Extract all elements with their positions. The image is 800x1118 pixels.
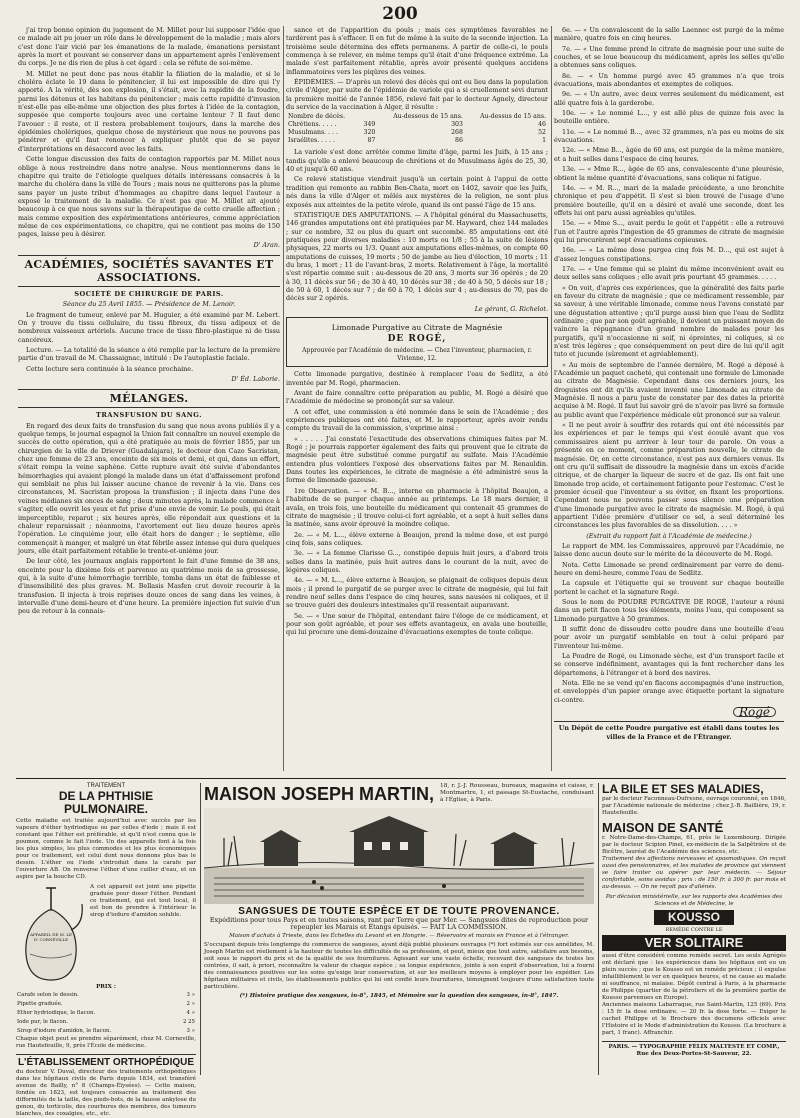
paragraph: 6e. — « Un convalescent de la salle Laennec est purgé de la même manière, quatre fois en cinq heures.: [554, 26, 784, 43]
paragraph: M. Millet ne peut donc pas nous établir la filiation de la maladie, et si le choléra éclate le 19 dans le pénitencier, il lui est impossible de dire qui l'y apporté. A la vérité, dès son explosion, il s'était, avec la rapidité de la foudre, parmi les détenus et les habitans du pénitencier ; mais cette rapidité d'invasion n'est-elle pas elle-même une objection des plus fortes à l'idée de la contagion, supposée que comporte toujours avec une certaine lenteur ? Il faut donc l'avouer : il reste, et il restera probablement toujours, dans la marche des épidémies cholériques, quelque chose de mystérieux que nous ne pouvons pas pénétrer et qu'il faut renoncer à expliquer plutôt que de se payer d'interprétations en désaccord avec les faits.: [18, 69, 280, 153]
paragraph: Le fragment de tumeur, enlevé par M. Huguier, a été examiné par M. Lebert. On y trouve du tissu cellulaire, du tissu fibreux, du tissu adipeux et de nombreux vaisseaux artériels. Aucune trace de tissu fibro-plastique ni de tissu cancéreux.: [18, 310, 280, 344]
advertisements-band: [16, 778, 786, 1117]
table-cell: 349: [363, 121, 376, 129]
paragraph: « Au mois de septembre de l'année dernière, M. Rogé a déposé à l'Académie un paquet cacheté, qui contenait une formule de Limonade au citrate de Magnésie. Cependant dans ces derniers jours, les droguistes ont dit qu'ils avaient inventé une Limonade au citrate de Magnésie. Il nous a paru juste de constater par des dates la priorité acquise à M. Rogé. Il faut lui savoir gré de n'avoir pas livré sa formule au public avant que l'expérience médicale eût prononcé sur sa valeur.: [554, 360, 784, 419]
ad-divider: [200, 783, 201, 1075]
price-row: [16, 991, 196, 1000]
ad-phthisie-kicker: TRAITEMENT: [86, 783, 126, 789]
ad-ortho-text: du docteur V. Duval, directeur des traitements orthopédiques dans les hôpitaux civils de Paris depuis 1834, est transféré avenue de Bailly, n° 8 (Champs-Élysées). — Cette maison, fondée en 1823, est toujours consacrée au traitement des difformités de la taille, des pieds-bots, de la fausse ankylose du genou, du torticolis, des courbures des membres, des tumeurs blanches, des coxalgies, etc., etc.: [16, 1069, 196, 1117]
table-row: [286, 137, 548, 145]
apparatus-label: APPAREIL DE M. LE D' CORNEVILLE: [30, 932, 72, 942]
ad-sante-text: r. Notre-Dame-des-Champs, 61, près le Luxembourg. Dirigée par le docteur Scipion Pinel, ex-médecin de la Salpêtrière et de Bicêtre, lauréat de l'Académie des sciences, etc.: [602, 835, 786, 855]
price-table: [16, 991, 196, 1036]
table-header-row: [286, 113, 548, 121]
ad-martin-address: 18, r. J.-J. Rousseau, bureaux, magasins et caisse, r. Montmartre, 1, et passage St-Eustache, conduisant à l'Église, à Paris.: [440, 783, 594, 803]
price-row: [16, 1027, 196, 1036]
paragraph: 1re Observation. — « M. B..., interne en pharmacie à l'hôpital Beaujon, a l'habitude de se purger chaque année au printemps. Le 18 mars dernier, il avala, en trois fois, une bouteille du médicament qui contenait 45 grammes de citrate de magnésie ; il trouve celui-ci fort agréable, et a sept à huit selles dans la matinée, sans avoir éprouvé la moindre colique.: [286, 486, 548, 529]
table-cell: 268: [451, 129, 463, 137]
section-societe-title: SOCIÉTÉ DE CHIRURGIE DE PARIS.: [74, 289, 224, 298]
kousso-banner: KOUSSO: [654, 910, 734, 925]
column-3: [554, 26, 784, 771]
paragraph: La Poudre de Rogé, ou Limonade sèche, est d'un transport facile et se conserve indéfiniment, avantages qui la font rechercher dans les départemens, à l'étranger et à bord des navires.: [554, 652, 784, 677]
paragraph: 2e. — « M. L..., élève externe à Beaujon, prend la même dose, et est purgé cinq fois, sans coliques.: [286, 530, 548, 547]
price-value: 3 »: [186, 992, 195, 998]
paragraph: Cette lecture sera continuée à la séance prochaine.: [26, 364, 194, 373]
ad-bile-text: par le docteur Faconneau-Dufresne, ouvrage couronné, en 1846, par l'Académie nationale de médecine ; chez J.-B. Baillière, 19, r. Hautefeuille.: [602, 796, 786, 816]
ad-phthisie-text: Cette maladie est traitée aujourd'hui avec succès par les vapeurs d'éther hydriodique ou par celles d'iode ; mais il est constant que l'éther est préférable, et qu'il n'est connu que le poumon, comme le fait l'iode. Un des appareils font à la fois les plus simples, les plus commodes et les plus économiques pour ce traitement, est celui dont nous donnons plus bas le dessin. L'éther ou l'iode s'introduit dans la carafe par l'ouverture AB. On renverse l'éther d'une cuiller d'eau, et on aspire par la bouche CD.: [16, 818, 196, 880]
table-header: Au-dessus de 15 ans.: [480, 113, 546, 121]
price-row: [16, 1018, 196, 1027]
paragraph: 8e. — « Un homme purgé avec 45 grammes n'a que trois évacuations, mais abondantes et exemptes de coliques.: [554, 71, 784, 89]
price-row: [16, 1000, 196, 1009]
price-item: Ether hydriodique, le flacon.: [17, 1010, 96, 1016]
section-melanges-title: MÉLANGES.: [18, 389, 280, 408]
paragraph: En regard des deux faits de transfusion du sang que nous avons publiés il y a quelque temps, le journal espagnol la Union fait connaître un nouvel exemple de succès de cette opération, qui a été pratiquée au mois de février 1855, par un chirurgien de la ville de Driever (Guadalajara), le docteur don Cazo Sacristan, chez une femme de 23 ans, enceinte de six mois et demi, et qui, dans un effort, s'était rompu la veine saphène. Cette rupture avait été suivie d'abondantes hémorrhagies qui avaient plongé la malade dans un état d'affaissement profond qui semblait ne plus lui laisser aucune chance de revenir à la vie. Dans ces circonstances, M. Sacristan proposa la transfusion ; il injecta dans l'une des veines médianes six onces de sang ; deux minutes après, la malade commence à s'agiter, elle ouvrit les yeux et fut prise d'une envie de vomir. Le pouls, qui était imperceptible, reparut ; six heures après, elle répondait aux questions et la chaleur reparaissait ; néanmoins, l'avortement eut lieu douze heures après l'opération. Le cinquième jour, elle était hors de danger ; le septième, elle commençait à manger, et malgré un état fébrile assez intense qui dura quelques jours, elle était parfaitement rétablie le trente-et-unième jour.: [18, 421, 280, 555]
ad-martin-purchase: Maison d'achats à Trieste, dans les Échelles du Levant et en Hongrie. — Réservoirs et marais en France et à l'étranger.: [229, 933, 569, 939]
table-cell: 1: [542, 137, 546, 145]
paragraph: 3e. — « La femme Clarisse G..., constipée depuis huit jours, a d'abord trois selles dans la matinée, puis huit autres dans le courant de la nuit, avec de légères coliques.: [286, 549, 548, 574]
ad-sante-title: MAISON DE SANTÉ: [602, 820, 724, 835]
prix-title: PRIX :: [96, 984, 116, 990]
paragraph: 13e. — « Mme R..., âgée de 65 ans, convalescente d'une pleurésie, obtient la même quantité d'évacuations, sans colique ni fatigue.: [554, 165, 784, 182]
depot-notice: Un Dépôt de cette Poudre purgative est établi dans toutes les villes de la France et de l'Étranger.: [554, 721, 784, 741]
variole-table: [286, 113, 548, 145]
table-cell: 87: [367, 137, 376, 145]
ad-bile-title: LA BILE ET SES MALADIES,: [602, 782, 764, 796]
column-1-intro: [18, 26, 280, 239]
ad-martin-title: MAISON JOSEPH MARTIN,: [204, 783, 435, 804]
paragraph: 17e. — « Une femme qui se plaint du même inconvénient avait eu deux selles sans coliques ; elle avait pris pourtant 45 grammes. . . . .: [554, 264, 784, 282]
epidemies-paragraph: [286, 78, 548, 111]
table-header: Au-dessous de 15 ans.: [393, 113, 463, 121]
column-1: [18, 26, 280, 771]
statistics-paragraphs: [286, 148, 548, 302]
ad-sante-text-2: Traitement des affections nerveuses et spasmodiques. On reçoit aussi des pensionnaires, et les malades de province qui viennent se faire traiter ou opérer par leur médecin. — Séjour confortable, soins assidus ; prix : de 150 fr. à 300 fr. par mois et au-dessus. — On ne reçoit pas d'aliénés.: [602, 856, 786, 890]
price-item: Iode pur, le flacon.: [17, 1019, 68, 1025]
price-item: Sirop d'iodure d'amidon, le flacon.: [17, 1028, 112, 1034]
column-divider: [283, 26, 284, 771]
limonade-approval: Approuvée par l'Académie de médecine. — Chez l'inventeur, pharmacien, r. Vivienne, 12.: [302, 346, 532, 362]
limonade-title: Limonade Purgative au Citrate de Magnésie: [331, 322, 503, 332]
paragraph: Avant de faire connaître cette préparation au public, M. Rogé a désiré que l'Académie de médecine se prononçât sur sa valeur.: [286, 389, 548, 406]
limonade-header-box: [286, 317, 548, 367]
ad-martin-subtitle: SANGSUES DE TOUTE ESPÈCE ET DE TOUTE PROVENANCE.: [238, 906, 560, 917]
paragraph: 9e. — « Un autre, avec deux verres seulement du médicament, est allé quatre fois à la garderobe.: [554, 90, 784, 107]
kousso-text-2: Anciennes maisons Labarraque, rue Saint-Martin, 125 (69). Prix : 15 fr. la dose ordinaire. — 20 fr. la dose forte. — Exiger le cachet Philippe et le Brochure des documens officiels avec l'Histoire et le Mode d'administration du Kousso. (La brochure à part, 1 franc). Affranchir.: [602, 1002, 786, 1036]
paragraph: 10e. — « Le nommé L..., y est allé plus de quinze fois avec la bouteille entière.: [554, 109, 784, 126]
column-divider: [551, 26, 552, 771]
extrait-note: (Extrait du rapport fait à l'Académie de médecine.): [586, 531, 752, 540]
price-row: [16, 1009, 196, 1018]
table-cell: Chrétiens. . . . .: [288, 121, 337, 129]
paragraph: Le rapport de MM. les Commissaires, approuvé par l'Académie, ne laisse donc aucun doute sur le mérite de la découverte de M. Rogé.: [554, 541, 784, 559]
paragraph: 15e. — « Mme S..., avait perdu le goût et l'appétit : elle a retrouvé l'un et l'autre après l'ingestion de 45 grammes de citrate de magnésie qui lui procurèrent sept évacuations copieuses.: [554, 219, 784, 244]
paragraph: La capsule et l'étiquette qui se trouvent sur chaque bouteille portent le cachet et la signature Rogé.: [554, 579, 784, 596]
paragraph: « On voit, d'après ces expériences, que la généralité des faits parle en faveur du citrate de magnésie ; que ce médicament ressemble, par sa saveur, à une véritable limonade, comme nous l'avons constaté par une dégustation attentive ; qu'il purge aussi bien que l'eau de Sedlitz ordinaire ; que par son goût agréable, il devient un puissant moyen de vaincre la répugnance d'un grand nombre de malades pour les purgatifs, qu'il n'occasionne ni soif, ni épreintes, ni coliques, si ce n'est très légères ; que conséquemment on peut dire de lui qu'il agit tuto et jucunde (sûrement et agréablement).: [554, 283, 784, 359]
kousso-subtitle: REMÈDE CONTRE LE: [665, 927, 723, 933]
leech-marsh-illustration: [204, 808, 594, 904]
observations-list: [554, 26, 784, 530]
paragraph: sance et de l'apparition du pouls ; mais ces symptômes favorables ne tardèrent pas à s'effacer. Il en fut de même à la suite de la seconde injection. La troisième seule détermina des effets permanens. A partir de celle-ci, le pouls commença à se relever, en même temps qu'il était d'une fréquence extrême. La malade s'est parfaitement rétablie, après avoir présenté quelques accidens inflammatoires vers les piqûres des veines.: [286, 26, 548, 76]
paragraph: Cette limonade purgative, destinée à remplacer l'eau de Sedlitz, a été inventée par M. Rogé, pharmacien.: [286, 370, 548, 387]
paragraph: La variole s'est donc arrêtée comme limite d'âge, parmi les Juifs, à 15 ans ; tandis qu'elle a enlevé beaucoup de chrétiens et de Musulmans âgés de 25, 30, 40 et jusqu'à 60 ans.: [286, 148, 548, 174]
kousso-text: aussi d'être considéré comme remède secret. Les seuls Agrégés ont déclaré que : les expériences dans les hôpitaux ont eu un plein succès ; que le Kousso est un remède précieux ; il expulse infailliblement le ver en quelques heures, et ne cause au malade ni souffrance, ni malaise. Dépôt central à Paris, à la pharmacie de Philippe (quartier de la pétroliers et de la première partie de Kousso parvenues en Europe).: [602, 953, 786, 1001]
section-session: Séance du 25 Avril 1855. — Présidence de M. Lenoir.: [62, 300, 236, 309]
gerant-signature: Le gérant, G. Richelot.: [474, 304, 548, 313]
price-item: Pipette graduée.: [17, 1001, 63, 1007]
signature-laborie: D' Éd. Laborie.: [231, 375, 280, 384]
paragraph: ÉPIDÉMIES. — D'après un relevé des décès qui ont eu lieu dans la population civile d'Alger, par suite de l'épidémie de variole qui a si cruellement sévi durant la première moitié de l'année 1856, relevé fait par le docteur Agnely, directeur du service de la vaccination à Alger, il résulte :: [286, 78, 548, 112]
paragraph: Cette longue discussion des faits de contagion rapportés par M. Millet nous oblige à nous restreindre dans notre analyse. Nous mentionnerons dans le chapitre qui traite de l'étiologie quelques détails intéressans consacrés à la marche du choléra dans la ville de Tours ; mais nous ne quitterons pas la plume sans payer un juste tribut d'hommages au chapitre dans lequel l'auteur a exposé le traitement de la maladie. Ce n'est pas que M. Millet ait ajouté beaucoup à ce que nous savons sur la thérapeutique de cette cruelle affection ; mais comme exposition des expérimentations antérieures, comme appréciation même de ces expérimentations, ce chapitre, qui ne contient pas moins de 150 pages, laisse peu à désirer.: [18, 155, 280, 239]
table-row: [286, 121, 548, 129]
paragraph: Il suffit donc de dissoudre cette poudre dans une bouteille d'eau pour avoir un purgatif semblable en tout à celui préparé par l'inventeur lui-même.: [554, 625, 784, 650]
limonade-name: DE ROGÉ,: [387, 334, 447, 345]
ad-divider: [598, 783, 599, 1075]
ad-phthisie: [16, 783, 196, 1117]
paragraph: Nota. Elle ne se vend qu'en flacons accompagnés d'une instruction, et enveloppés d'un papier orange avec étiquette portant la signature ci-contre.: [554, 679, 784, 704]
table-cell: 303: [451, 121, 463, 129]
kousso-intro: Par décision ministérielle, sur les rapports des Académies des Sciences et de Médecine, le: [605, 894, 783, 907]
limonade-body: [286, 370, 548, 636]
paragraph: Sous le nom de POUDRE PURGATIVE DE ROGÉ, l'auteur a réuni dans un petit flacon tous les éléments, moins l'eau, qui composent sa Limonade purgative à 50 grammes.: [554, 598, 784, 623]
paragraph: A cet effet, une commission a été nommée dans le sein de l'Académie ; des expériences publiques ont été faites, et M. le rapporteur, après avoir rendu compte du travail de la commission, s'exprime ainsi :: [286, 407, 548, 433]
ad-ortho-title: L'ÉTABLISSEMENT ORTHOPÉDIQUE: [16, 1054, 196, 1069]
section-academies-title: ACADÉMIES, SOCIÉTÉS SAVANTES ET ASSOCIATIONS.: [18, 255, 280, 287]
price-value: 4 »: [186, 1010, 195, 1016]
ver-solitaire-banner: VER SOLITAIRE: [602, 935, 786, 951]
paragraph: 7e. — « Une femme prend le citrate de magnésie pour une suite de couches, et se loue beaucoup du médicament, après les selles qu'elle a obtenues sans coliques.: [554, 44, 784, 70]
paragraph: 16e. — « La même dose purgea cinq fois M. D..., qui est sujet à d'assez longues constipations.: [554, 246, 784, 263]
ad-right-column: [602, 783, 786, 1075]
table-cell: 320: [363, 129, 376, 137]
inhaler-apparatus-illustration: [16, 884, 86, 984]
price-value: 2 »: [186, 1001, 195, 1007]
column-2-intro: [286, 26, 548, 76]
column-2: [286, 26, 548, 771]
paragraph: 11e. — « Le nommé B..., avec 32 grammes, n'a pas eu moins de six évacuations.: [554, 127, 784, 145]
paragraph: « Il ne peut avoir à souffrir des retards qui ont été nécessités par les expériences et par le temps qui s'est écoulé avant que vos commissaires aient pu arriver à leur tour de parole. On vous a présenté en ce moment, comme préparation nouvelle, le citrate de magnésie. Or, en cette circonstance, n'est pas aux derniers venus. Ils ont cru qu'il suffisait de dissoudre la magnésie dans un excès d'acide citrique, et de charger la liqueur de sucre et de gaz. Ils ont fait une limonade trop acide, et certainement fatigante pour l'estomac. C'est le premier écueil que l'inventeur a su éviter, en fixant les proportions. Cependant nous ne pouvons passer sous silence une préparation d'une limonade purgative avec le citrate de magnésie. M. Rogé, à qui appartient l'idée première d'utiliser ce sel, a seul déterminé les circonstances les plus favorables de sa dissolution. . . . »: [554, 421, 784, 530]
roge-signature-stamp: Rogé: [733, 707, 776, 717]
paragraph: 5e. — « Une sœur de l'hôpital, entendant faire l'éloge de ce médicament, et pour son goût agréable, et pour ses effets avantageux, en avala une bouteille, qui lui procure une demi-douzaine d'évacuations exemptes de toute colique.: [286, 611, 548, 637]
ad-martin-footnote: (*) Histoire pratique des sangsues, in-8°, 1845, et Mémoire sur la question des sangsues, in-8°, 1847.: [239, 993, 559, 999]
ad-martin-text: S'occupant depuis très longtemps du commerce de sangsues, ayant déjà publié plusieurs ouvrages (*) fort estimés sur ces annélides, M. Joseph Martin est réellement à la hauteur de toutes les difficultés de sa profession, et peut, mieux que tout autre, satisfaire aux besoins, soit sous le rapport du prix et de la qualité de ses fournitures. Agissant sur une vaste échelle, recevant des sangsues de toutes les contrées, il sait, à priori, reconnaître la valeur de chaque espèce ; sa longue expérience, jointe à son esprit d'observation, lui a fourni des connaissances positives sur les soins qu'exige leur conservation, et sur les meilleurs moyens à employer pour les expédier. Les hôpitaux militaires et civils, les établissements publics qui lui ont confié leurs fournitures, témoignent toujours d'une satisfaction toute particulière.: [204, 942, 594, 990]
signature-aran: D' Aran.: [253, 240, 280, 249]
table-cell: Musulmans. . . .: [288, 129, 338, 137]
ad-phthisie-title: DE LA PHTHISIE PULMONAIRE.: [58, 789, 154, 816]
price-value: 2 25: [182, 1019, 195, 1025]
limonade-notes: [554, 542, 784, 704]
ad-phthisie-text-2: A cet appareil est joint une pipette graduée pour doser l'éther. Pendant ce traitement, qui est tout local, il est bon de prendre à l'intérieur le sirop d'iodure d'amidon soluble.: [90, 884, 196, 918]
paragraph: De leur côté, les journaux anglais rapportent le fait d'une femme de 38 ans, enceinte pour la dixième fois et parvenue au quatrième mois de sa grossesse, qui, à la suite d'une hémorrhagie terrible, tomba dans un état de faiblesse et d'insensibilité des plus graves. M. Bellasis Masfen crut devoir recourir à la transfusion. Il injecta à trois reprises douze onces de sang dans les veines, à intervalle d'une demi-heure et d'une heure. La première injection fut suivie d'un peu de retour à la connais-: [18, 557, 280, 616]
price-value: 3 »: [186, 1028, 195, 1034]
paragraph: 4e. — « M. L..., élève externe à Beaujon, se plaignait de coliques depuis deux mois ; il prend le purgatif de se purger avec le citrate de magnésie, qui lui fait rendre neuf selles dans l'espace de cinq heures, sans nausées ni coliques, et il se trouve guéri des douleurs intestinales qu'il ressentait auparavant.: [286, 576, 548, 610]
table-row: [286, 129, 548, 137]
paragraph: Nota. Cette Limonade se prend ordinairement par verre de demi-heure en demi-heure, comme l'eau de Sedlitz.: [554, 560, 784, 577]
table-cell: Israélites. . . . .: [288, 137, 335, 145]
section-melanges-body: [18, 422, 280, 616]
table-header: Nombre de décès.: [288, 113, 346, 121]
paragraph: Lecture. — La totalité de la séance a été remplie par la lecture de la première partie d'un travail de M. Chassaignac, intitulé : De l'autoplastie faciale.: [18, 346, 280, 363]
ad-phthisie-text-3: Chaque objet peut se prendre séparément, chez M. Corneville, rue Hautefeuille, 9, près l'École de médecine.: [16, 1036, 196, 1049]
page-number: 200: [382, 4, 418, 24]
paragraph: 14e. — « M. R..., mari de la malade précédente, a une bronchite chronique et peu d'appétit. Il s'est si bien trouvé de l'usage d'une première bouteille, qu'il en a désiré et avalé une seconde, dont les effets lui ont paru aussi agréables qu'utiles.: [554, 183, 784, 217]
price-item: Carafe selon le dessin.: [17, 992, 79, 998]
paragraph: Ce relevé statistique viendrait jusqu'à un certain point à l'appui de cette tradition qui remonte au rabbin Ben-Chata, mort en 1402, savoir que les Juifs, nés dans la ville d'Alger et mêlés aux mystères de la religion, ne sont plus exposés aux atteintes de la petite vérole, quand ils ont passé l'âge de 15 ans.: [286, 175, 548, 209]
paragraph: 12e. — « Mme B..., âgée de 60 ans, est purgée de la même manière, et a huit selles dans l'espace de cinq heures.: [554, 146, 784, 163]
section-academies-body: [18, 311, 280, 373]
paragraph: « . . . . . J'ai constaté l'exactitude des observations chimiques faites par M. Rogé ; je pourrais rapporter également des faits qui prouvent que le citrate de magnésie peut être substitué comme purgatif au sulfate. Mais l'Académie entendra plus volontiers l'exposé des observations faites par M. Renauldin. Dans toutes les expériences, le citrate de magnésie a été administré sous la forme de limonade gazeuse.: [286, 434, 548, 485]
section-transfusion-title: TRANSFUSION DU SANG.: [96, 411, 202, 420]
ad-joseph-martin: [204, 783, 594, 1075]
paragraph: j'ai trop bonne opinion du jugement de M. Millet pour lui supposer l'idée que ce malade ait pu jouer un rôle dans le développement de la maladie ; mais alors c'est donc l'air vicié par les émanations de la malade, émanations persistant après la mort et pouvant se conserver dans un appartement après l'enlèvement du corps. Je ne dis rien de plus à cet égard : cela se réfute de soi-même.: [18, 26, 280, 68]
table-cell: 86: [455, 137, 463, 145]
table-cell: 46: [538, 121, 546, 129]
printer-imprint: PARIS. — TYPOGRAPHIE FÉLIX MALTESTE ET COMP., Rue des Deux-Portes-St-Sauveur, 22.: [602, 1041, 786, 1058]
ad-martin-expeditions: Expéditions pour tous Pays et en toutes saisons, rant par Terre que par Mer. — Sangsues dites de reproduction pour repeupler les Marais et Étangs épuisés. — FAIT LA COMMISSION.: [209, 916, 589, 931]
paragraph: STATISTIQUE DES AMPUTATIONS. — A l'hôpital général du Massachusetts, 146 grandes amputations ont été pratiquées par M. Hayward, chez 144 malades ; sur ce nombre, 32 ou plus du quart ont succombé. 85 amputations ont été pratiquées pour diverses maladies : 10 morts ou 1/8 ; 55 à la suite de lésions physiques, 22 morts ou 1/3. Quant aux amputations elles-mêmes, on compte 60 amputations de cuisses, 19 morts ; 50 de jambe au lieu d'élection, 10 morts ; 11 du bras, 1 mort ; 11 de l'avant-bras, 2 morts. Relativement à l'âge, la mortalité s'est répartie comme suit : au-dessous de 20 ans, 3 morts sur 36 opérés ; de 20 à 30, 11 décès sur 56 ; de 30 à 40, 10 décès sur 38 ; de 40 à 50, 5 décès sur 18 ; de 50 à 60, 1 décès sur 7 ; de 60 à 70, 1 décès sur 4 ; au-dessus de 70, pas de décès sur 2 opérés.: [286, 210, 548, 303]
table-cell: 52: [538, 129, 546, 137]
